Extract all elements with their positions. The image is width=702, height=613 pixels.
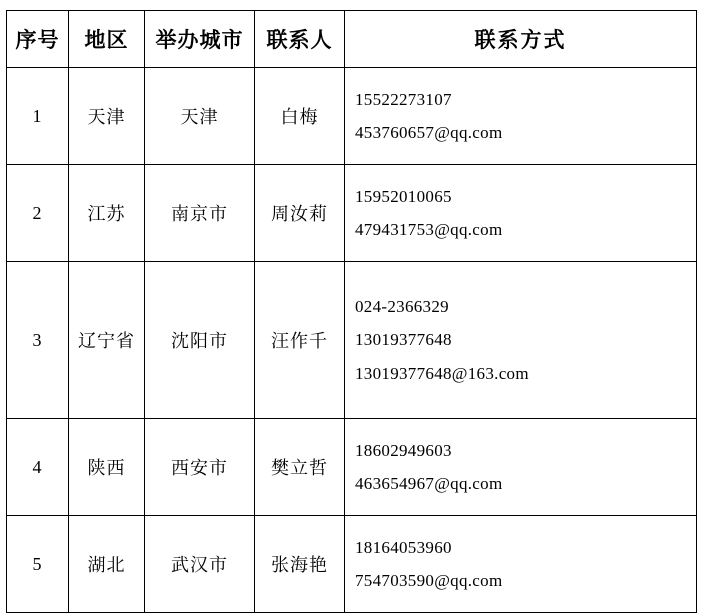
cell-person: 张海艳 [255, 516, 345, 613]
cell-contact [345, 262, 697, 419]
cell-city: 沈阳市 [145, 262, 255, 419]
cell-region: 辽宁省 [69, 262, 145, 419]
table-row [7, 516, 697, 613]
table-row [7, 262, 697, 419]
cell-index: 2 [7, 165, 69, 262]
contact-line: 13019377648@163.com [355, 363, 529, 383]
cell-region: 天津 [69, 68, 145, 165]
contact-table [6, 10, 697, 613]
contact-line: 18602949603 [355, 440, 452, 460]
cell-city: 天津 [145, 68, 255, 165]
cell-index: 1 [7, 68, 69, 165]
table-row [7, 68, 697, 165]
column-header-region: 地区 [69, 11, 145, 68]
cell-index: 4 [7, 419, 69, 516]
contact-line: 024-2366329 [355, 297, 449, 317]
table-header [7, 11, 697, 68]
cell-region: 江苏 [69, 165, 145, 262]
cell-person: 白梅 [255, 68, 345, 165]
cell-region: 湖北 [69, 516, 145, 613]
column-header-contact: 联系方式 [345, 11, 697, 68]
table-header-row [7, 11, 697, 68]
cell-person: 樊立哲 [255, 419, 345, 516]
cell-city: 武汉市 [145, 516, 255, 613]
column-header-index: 序号 [7, 11, 69, 68]
cell-contact [345, 419, 697, 516]
contact-line: 463654967@qq.com [355, 474, 503, 493]
contact-line: 754703590@qq.com [355, 571, 503, 590]
cell-index: 5 [7, 516, 69, 613]
cell-contact [345, 516, 697, 613]
cell-city: 西安市 [145, 419, 255, 516]
contact-line: 479431753@qq.com [355, 220, 503, 239]
cell-person: 周汝莉 [255, 165, 345, 262]
cell-person: 汪作千 [255, 262, 345, 419]
contact-line: 453760657@qq.com [355, 123, 503, 142]
table-body [7, 68, 697, 613]
cell-city: 南京市 [145, 165, 255, 262]
contact-line: 13019377648 [355, 330, 452, 350]
cell-index: 3 [7, 262, 69, 419]
column-header-person: 联系人 [255, 11, 345, 68]
cell-region: 陕西 [69, 419, 145, 516]
cell-contact [345, 68, 697, 165]
table-row [7, 165, 697, 262]
table-row [7, 419, 697, 516]
contact-line: 18164053960 [355, 537, 452, 557]
contact-line: 15522273107 [355, 89, 452, 109]
contact-line: 15952010065 [355, 186, 452, 206]
column-header-city: 举办城市 [145, 11, 255, 68]
cell-contact [345, 165, 697, 262]
